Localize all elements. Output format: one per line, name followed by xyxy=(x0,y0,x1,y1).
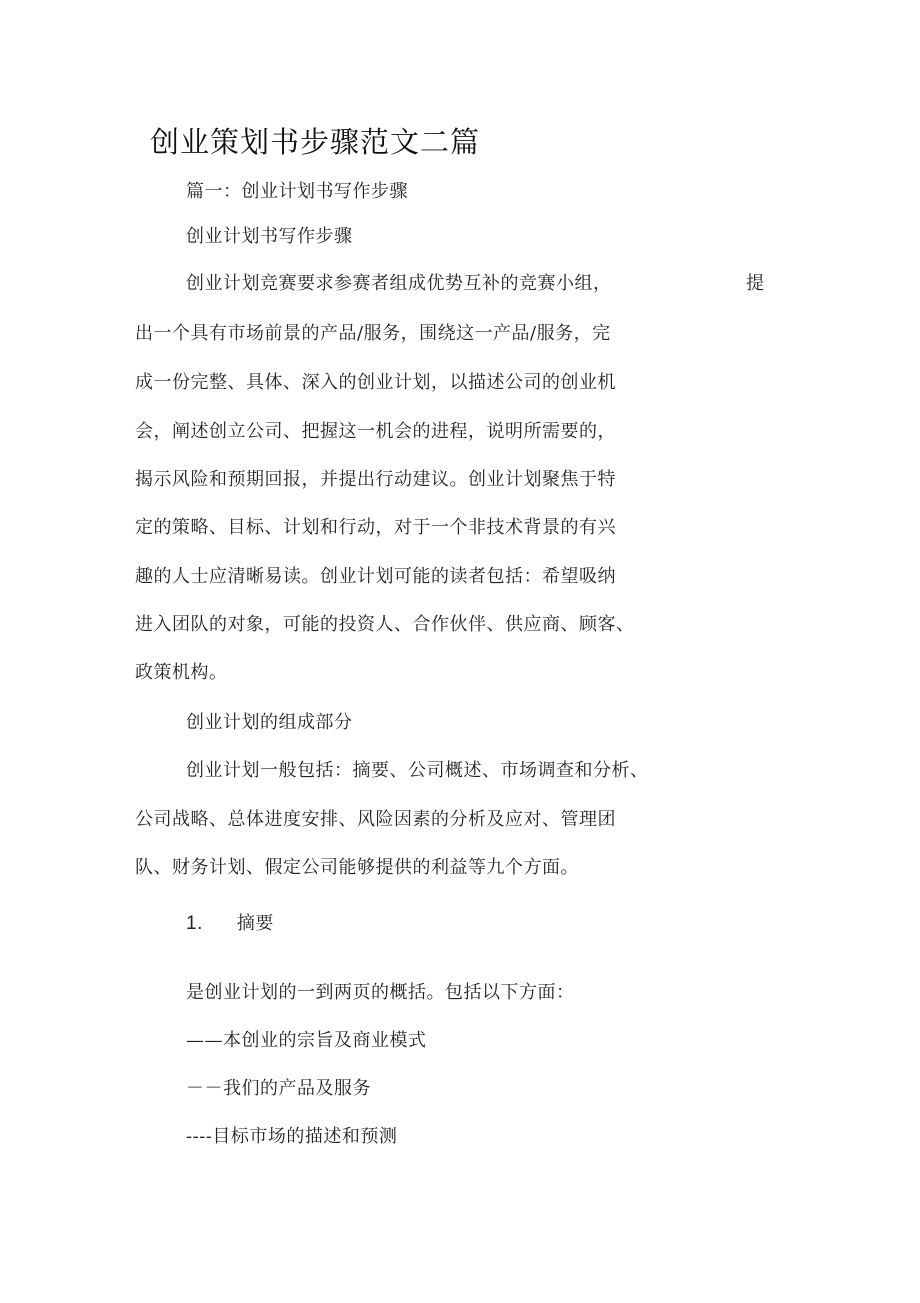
section-heading: 篇一：创业计划书写作步骤 xyxy=(186,181,408,202)
summary-point: ——本创业的宗旨及商业模式 xyxy=(186,1030,427,1051)
paragraph-line: 会，阐述创立公司、把握这一机会的进程，说明所需要的， xyxy=(135,421,616,442)
item-label: 摘要 xyxy=(236,913,274,934)
paragraph-line: 政策机构。 xyxy=(135,662,228,683)
paragraph-line-tail: 提 xyxy=(746,273,764,294)
paragraph-line: 创业计划竞赛要求参赛者组成优势互补的竞赛小组， xyxy=(186,273,612,294)
paragraph-line: 定的策略、目标、计划和行动，对于一个非技术背景的有兴 xyxy=(135,517,616,538)
paragraph-line: 公司战略、总体进度安排、风险因素的分析及应对、管理团 xyxy=(135,809,616,830)
paragraph-line: 出一个具有市场前景的产品/服务，围绕这一产品/服务，完 xyxy=(135,323,611,344)
numbered-heading xyxy=(186,912,274,936)
paragraph-line: 创业计划一般包括：摘要、公司概述、市场调查和分析、 xyxy=(186,760,649,781)
paragraph-line: 队、财务计划、假定公司能够提供的利益等九个方面。 xyxy=(135,857,579,878)
item-number: 1. xyxy=(186,913,203,934)
paragraph-line: 成一份完整、具体、深入的创业计划，以描述公司的创业机 xyxy=(135,372,616,393)
subheading: 创业计划书写作步骤 xyxy=(186,226,353,247)
document-title: 创业策划书步骤范文二篇 xyxy=(150,125,481,159)
paragraph-line: 趣的人士应清晰易读。创业计划可能的读者包括：希望吸纳 xyxy=(135,566,616,587)
summary-intro: 是创业计划的一到两页的概括。包括以下方面： xyxy=(186,982,575,1003)
summary-point: ----目标市场的描述和预测 xyxy=(186,1126,398,1147)
summary-point: －－我们的产品及服务 xyxy=(186,1078,371,1099)
components-heading: 创业计划的组成部分 xyxy=(186,712,353,733)
paragraph-line: 揭示风险和预期回报，并提出行动建议。创业计划聚焦于特 xyxy=(135,469,616,490)
paragraph-line: 进入团队的对象，可能的投资人、合作伙伴、供应商、顾客、 xyxy=(135,614,635,635)
